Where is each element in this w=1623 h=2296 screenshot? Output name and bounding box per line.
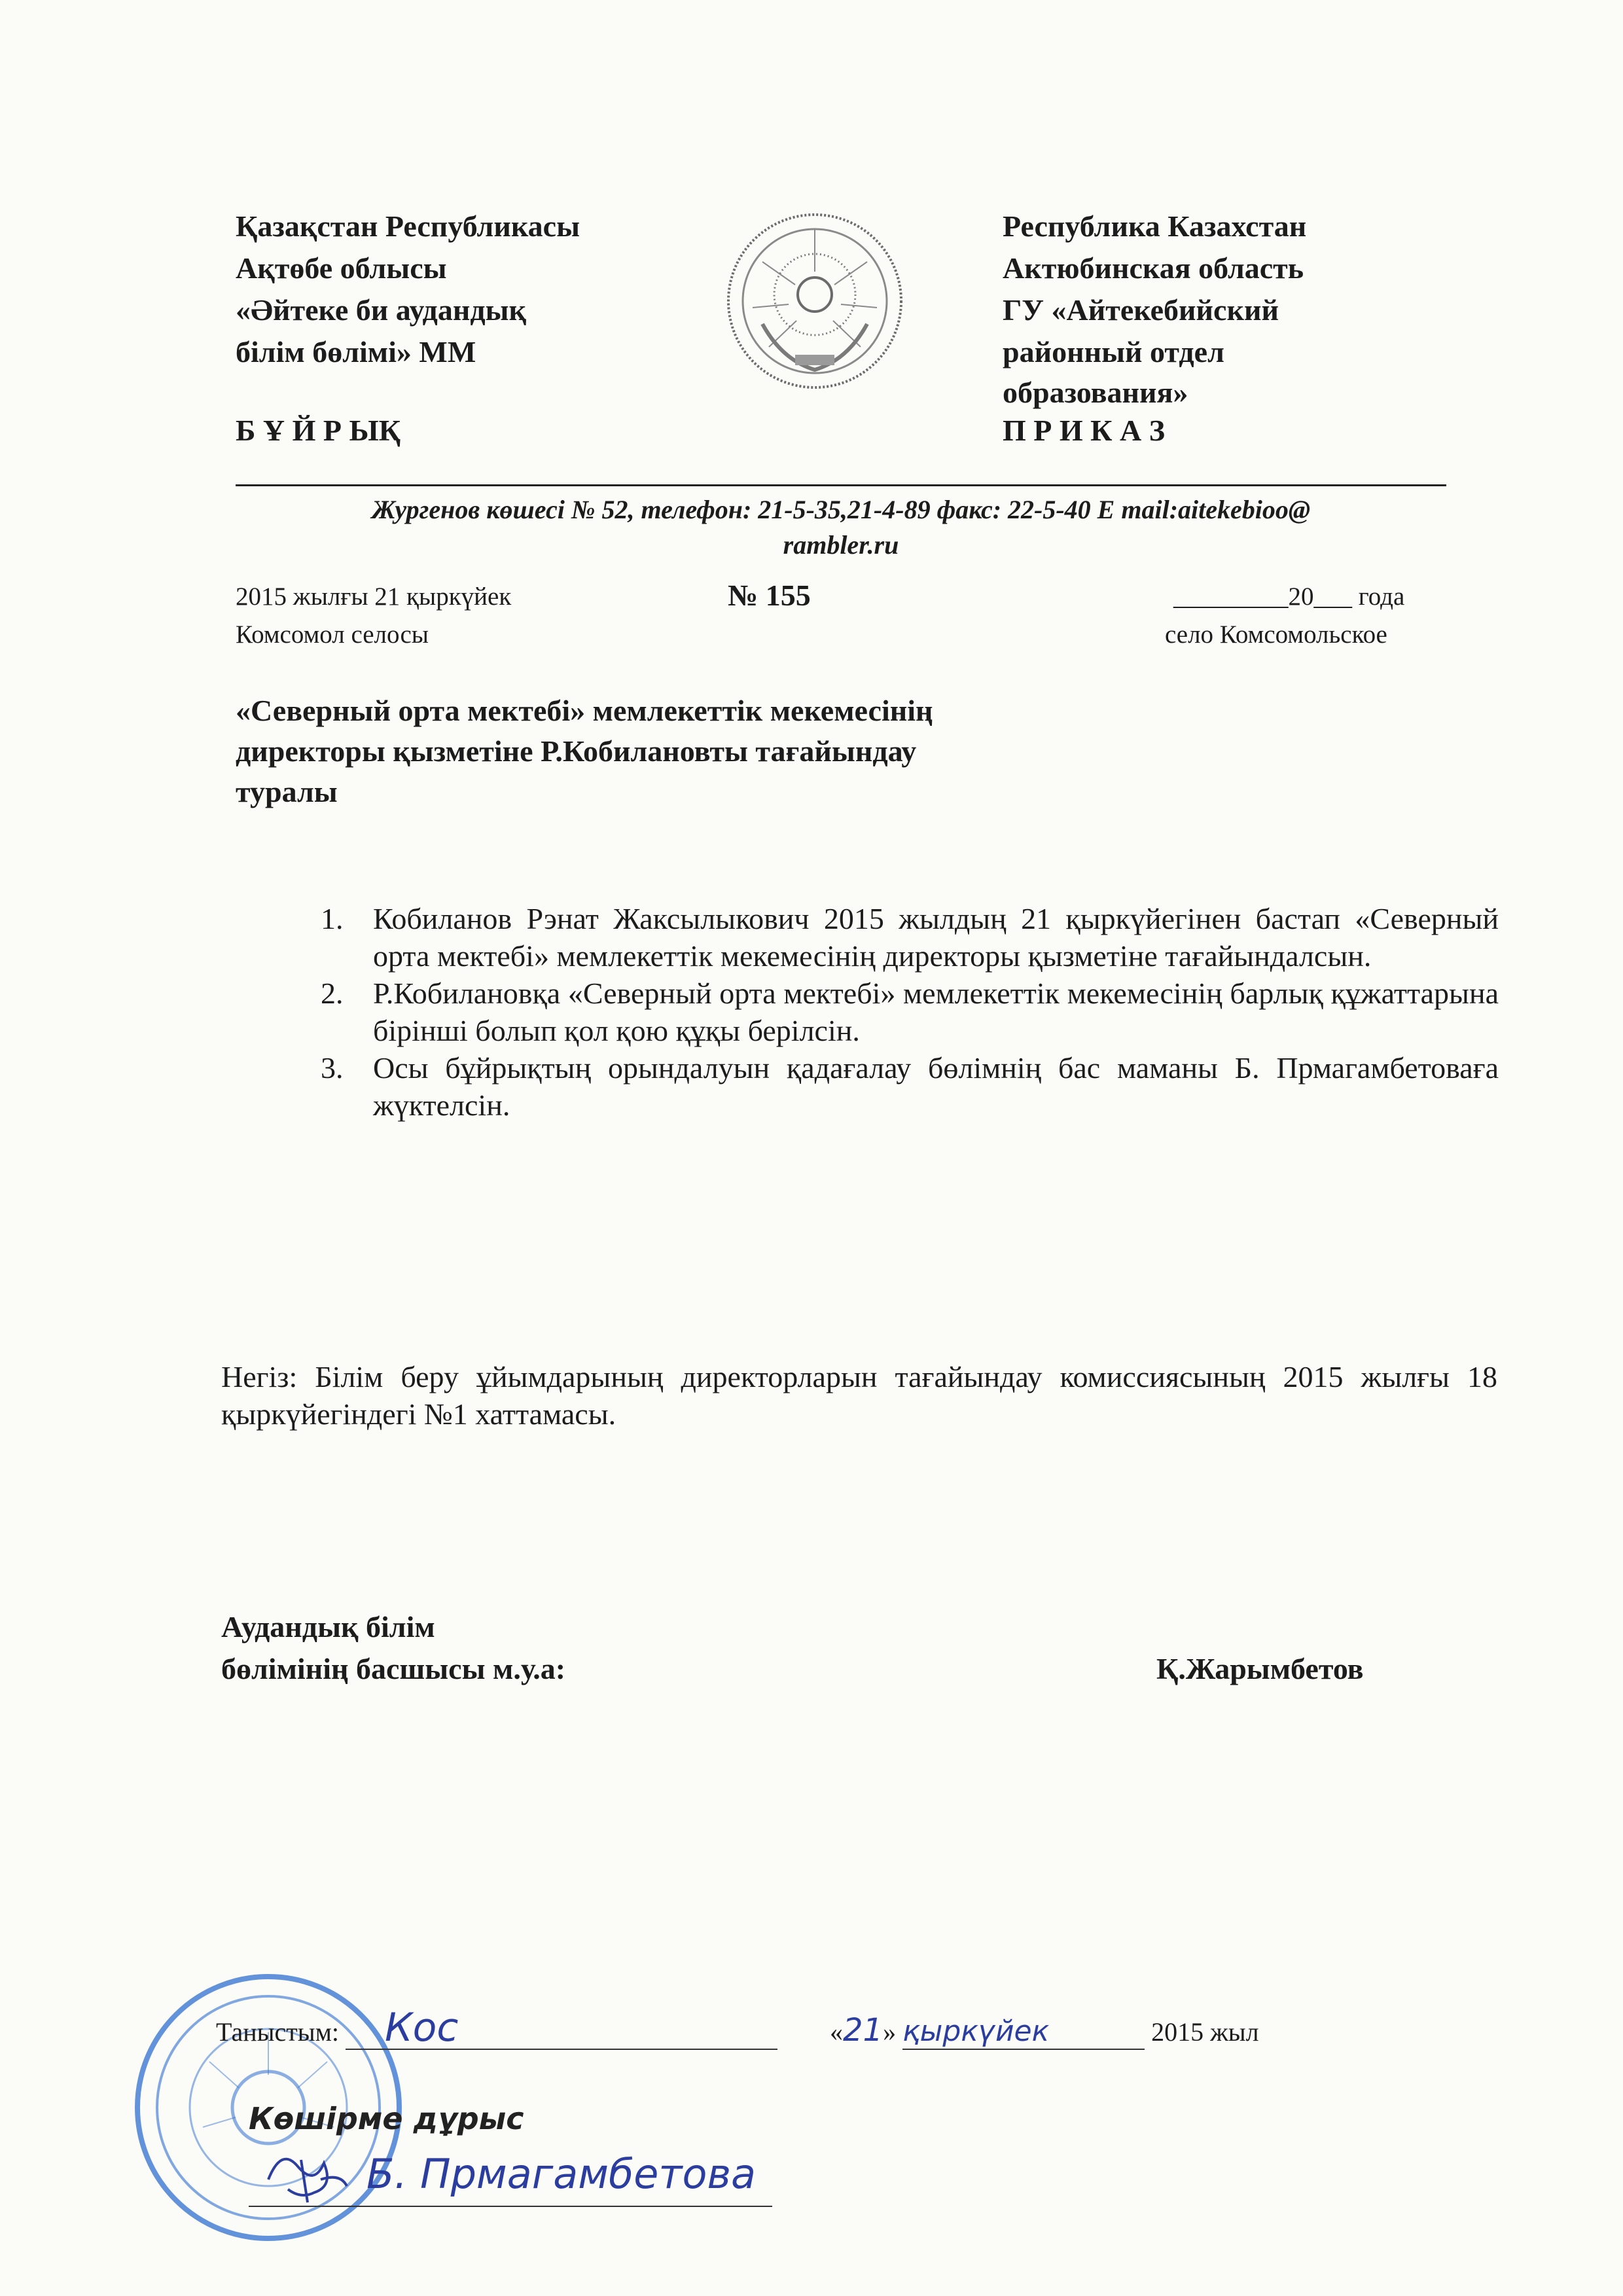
header-left-title: Б Ұ Й Р ЫҚ [236,414,401,447]
contact-line2: rambler.ru [783,530,899,560]
list-item [321,900,1499,975]
header-left-line1: Қазақстан Республикасы [236,209,580,243]
order-list [321,900,1499,1124]
header-right-line5: образования» [1003,376,1188,409]
signatory-line2: бөлімінің басшысы м.у.а: [221,1652,566,1685]
ack-date-open: « [830,2017,844,2047]
header-divider [236,484,1446,486]
list-item [321,1049,1499,1124]
copy-handwritten-name: Б. Прмагамбетова [366,2150,756,2198]
contact-info [236,492,1446,563]
item-text: Р.Кобилановқа «Северный орта мектебі» мемлекеттік мекемесінің барлық құжаттарына бірінші болып қол қою құқы берілсін. [373,977,1499,1047]
subject-line2: директоры қызметіне Р.Кобилановты тағайындау [236,734,917,768]
copy-signature-line [249,2206,772,2207]
basis-text: Негіз: Білім беру ұйымдарының директорларын тағайындау комиссиясының 2015 жылғы 18 қыркүйегіндегі №1 хаттамасы. [221,1360,1497,1431]
signatory-line1: Аудандық білім [221,1610,435,1643]
ack-date-mid: » [883,2017,897,2047]
item-number: 2. [321,977,344,1010]
subject-line1: «Северный орта мектебі» мемлекеттік мекемесінің [236,694,933,727]
copy-certified-note: Көшірме дұрыс [249,2101,524,2136]
header-right-line4: районный отдел [1003,335,1224,368]
order-number: № 155 [728,579,811,612]
contact-line1: Жургенов көшесі № 52, телефон: 21-5-35,21-4-89 факс: 22-5-40 E mail:aitekebioo@ [371,495,1311,524]
header-left-line3: «Әйтеке би аудандық [236,293,527,327]
list-item [321,975,1499,1049]
ack-signature-field[interactable] [346,2005,777,2051]
header-right-title: П Р И К А З [1003,414,1166,447]
ack-row [216,2005,1259,2051]
header-right-line1: Республика Казахстан [1003,209,1307,243]
date-ru-blank: _________20___ года [1173,583,1405,611]
signatory-name: Қ.Жарымбетов [1156,1652,1364,1685]
ack-month: қыркүйек [902,2015,1050,2048]
ack-year: 2015 жыл [1151,2017,1259,2047]
header-right-line3: ГУ «Айтекебийский [1003,293,1279,327]
header-left-line4: білім бөлімі» ММ [236,335,476,368]
item-text: Кобиланов Рэнат Жаксылыкович 2015 жылдың 21 қыркүйегінен бастап «Северный орта мектебі» мемлекеттік мекемесінің директоры қызметіне тағайындалсын. [373,902,1499,973]
state-emblem-icon [723,209,906,393]
subject-line3: туралы [236,775,338,808]
ack-signature: Кос [385,2005,459,2051]
item-number: 1. [321,902,344,935]
item-text: Осы бұйрықтың орындалуын қадағалау бөлімнің бас маманы Б. Прмагамбетоваға жүктелсін. [373,1051,1499,1122]
ack-month-field[interactable] [902,2015,1145,2050]
ack-day: 21 [843,2012,883,2049]
item-number: 3. [321,1051,344,1085]
ack-label: Таныстым: [216,2017,340,2047]
copy-signature-icon [262,2140,353,2212]
place-kz: Комсомол селосы [236,620,429,649]
header-right-line2: Актюбинская область [1003,251,1304,285]
header-left-line2: Ақтөбе облысы [236,251,447,285]
place-ru: село Комсомольское [1165,620,1387,649]
date-kz: 2015 жылғы 21 қыркүйек [236,583,512,611]
